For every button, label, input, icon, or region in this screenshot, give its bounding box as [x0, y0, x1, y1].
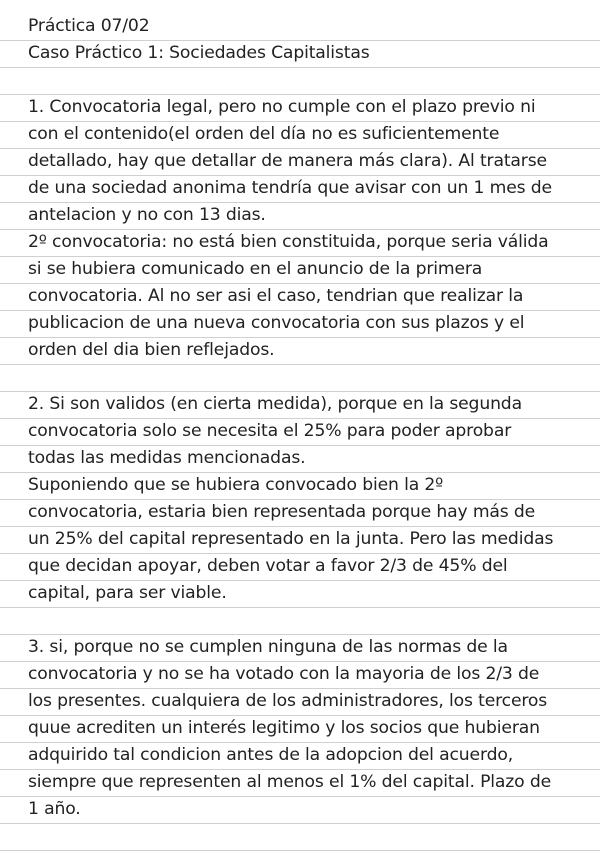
- note-line-text: quue acrediten un interés legitimo y los socios que hubieran: [28, 718, 540, 738]
- note-line: [0, 581, 600, 608]
- note-line: [0, 392, 600, 419]
- note-line-text: Caso Práctico 1: Sociedades Capitalistas: [28, 43, 370, 63]
- note-line: [0, 473, 600, 500]
- note-line: [0, 41, 600, 68]
- note-line-text: adquirido tal condicion antes de la adopcion del acuerdo,: [28, 745, 514, 765]
- note-line-text: Suponiendo que se hubiera convocado bien la 2º: [28, 475, 444, 495]
- note-line-text: 1 año.: [28, 799, 81, 819]
- note-line-text: orden del dia bien reflejados.: [28, 340, 275, 360]
- note-line: [0, 554, 600, 581]
- note-line: [0, 446, 600, 473]
- note-line-text: convocatoria. Al no ser asi el caso, tendrian que realizar la: [28, 286, 524, 306]
- note-line-text: convocatoria y no se ha votado con la mayoria de los 2/3 de: [28, 664, 540, 684]
- note-line: [0, 770, 600, 797]
- note-line-text: si se hubiera comunicado en el anuncio de la primera: [28, 259, 483, 279]
- note-line-text: Práctica 07/02: [28, 16, 150, 36]
- note-line-text: convocatoria, estaria bien representada porque hay más de: [28, 502, 536, 522]
- note-line: [0, 230, 600, 257]
- note-line-text: 2º convocatoria: no está bien constituida, porque seria válida: [28, 232, 549, 252]
- note-line: [0, 662, 600, 689]
- note-line: [0, 257, 600, 284]
- note-line-text: los presentes. cualquiera de los administradores, los terceros: [28, 691, 548, 711]
- note-line: [0, 716, 600, 743]
- blank-line: [0, 824, 600, 851]
- note-line-text: convocatoria solo se necesita el 25% para poder aprobar: [28, 421, 512, 441]
- note-line: [0, 419, 600, 446]
- note-line-text: 1. Convocatoria legal, pero no cumple con el plazo previo ni: [28, 97, 536, 117]
- note-line-text: todas las medidas mencionadas.: [28, 448, 306, 468]
- note-line-text: siempre que representen al menos el 1% del capital. Plazo de: [28, 772, 552, 792]
- note-line-text: con el contenido(el orden del día no es suficientemente: [28, 124, 500, 144]
- note-line-text: publicacion de una nueva convocatoria con sus plazos y el: [28, 313, 525, 333]
- note-line: [0, 203, 600, 230]
- note-line: [0, 311, 600, 338]
- note-line: [0, 95, 600, 122]
- note-line-text: capital, para ser viable.: [28, 583, 227, 603]
- blank-line: [0, 68, 600, 95]
- note-line: [0, 635, 600, 662]
- note-line-text: 2. Si son validos (en cierta medida), porque en la segunda: [28, 394, 522, 414]
- note-line: [0, 176, 600, 203]
- blank-line: [0, 365, 600, 392]
- note-line: [0, 500, 600, 527]
- blank-line: [0, 608, 600, 635]
- note-line-text: un 25% del capital representado en la junta. Pero las medidas: [28, 529, 554, 549]
- note-line-text: detallado, hay que detallar de manera más clara). Al tratarse: [28, 151, 547, 171]
- note-line: [0, 338, 600, 365]
- note-line-text: 3. si, porque no se cumplen ninguna de las normas de la: [28, 637, 508, 657]
- note-line: [0, 149, 600, 176]
- note-line: [0, 743, 600, 770]
- note-line-text: de una sociedad anonima tendría que avisar con un 1 mes de: [28, 178, 552, 198]
- note-line: [0, 689, 600, 716]
- note-line-text: antelacion y no con 13 dias.: [28, 205, 266, 225]
- note-line: [0, 527, 600, 554]
- note-line: [0, 284, 600, 311]
- note-line-text: que decidan apoyar, deben votar a favor 2/3 de 45% del: [28, 556, 508, 576]
- note-line: [0, 14, 600, 41]
- note-line: [0, 797, 600, 824]
- note-line: [0, 122, 600, 149]
